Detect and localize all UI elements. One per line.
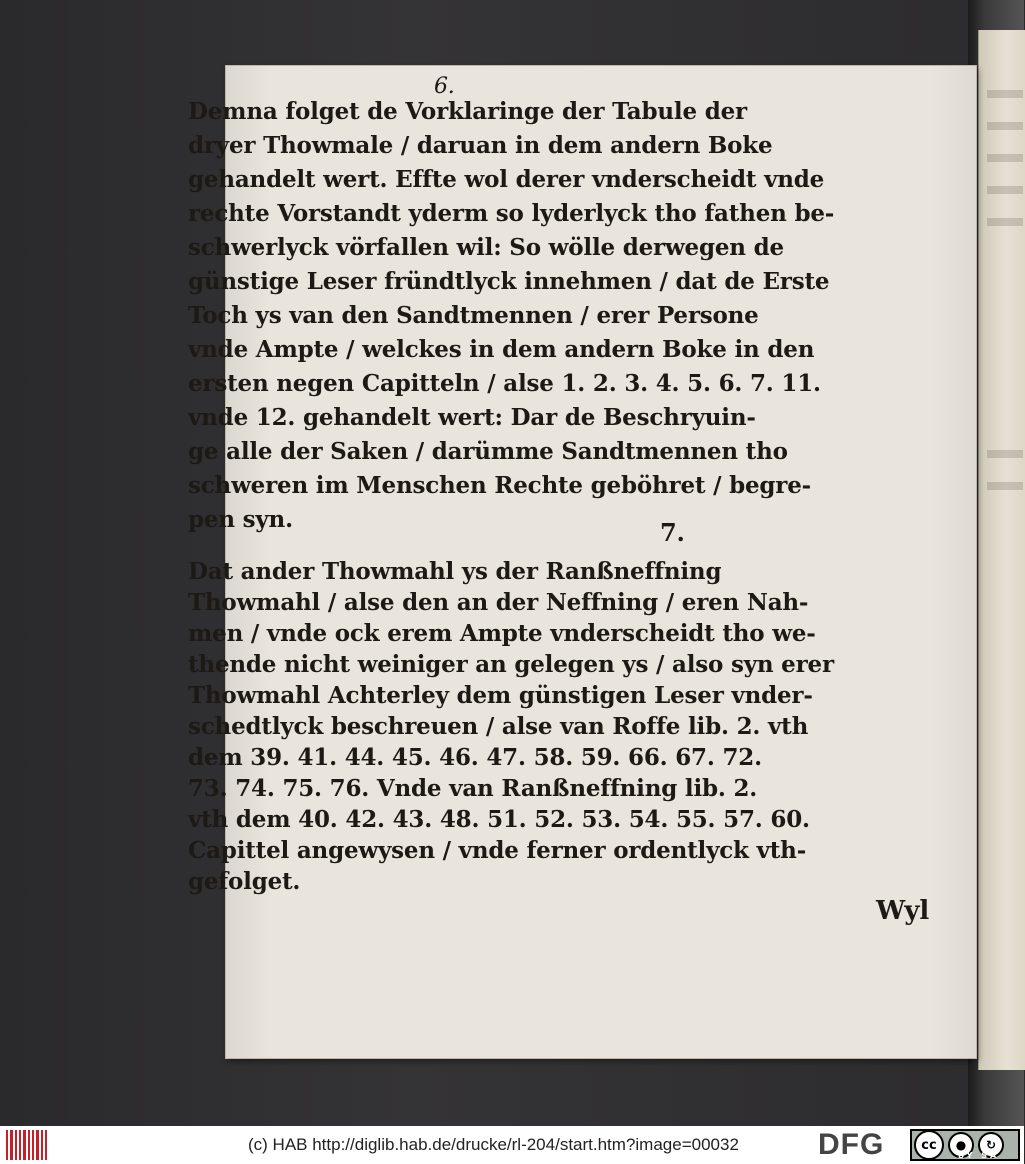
paragraph-1 — [188, 92, 835, 533]
text-line: Demna folget de Vorklaringe der Tabule der — [188, 98, 747, 125]
catchword: Wyl — [876, 896, 930, 926]
text-line: günstige Leser fründtlyck innehmen / dat de Erste — [188, 268, 830, 295]
text-line: ersten negen Capitteln / alse 1. 2. 3. 4. 5. 6. 7. 11. — [188, 370, 821, 397]
text-line: Capittel angewysen / vnde ferner ordentlyck vth- — [188, 837, 807, 864]
text-line: men / vnde ock erem Ampte vnderscheidt tho we- — [188, 620, 816, 647]
text-line: gefolget. — [188, 868, 301, 895]
text-line: schwerlyck vörfallen wil: So wölle derwegen de — [188, 234, 784, 261]
page-number: 6. — [434, 74, 455, 99]
text-line: dryer Thowmale / daruan in dem andern Boke — [188, 132, 773, 159]
text-line: schweren im Menschen Rechte geböhret / begre- — [188, 472, 812, 499]
text-line: vnde 12. gehandelt wert: Dar de Beschryuin- — [188, 404, 756, 431]
text-line: thende nicht weiniger an gelegen ys / also syn erer — [188, 651, 834, 678]
by-icon: ● — [948, 1132, 974, 1158]
cc-icon: cc — [914, 1130, 944, 1160]
text-line: rechte Vorstandt yderm so lyderlyck tho fathen be- — [188, 200, 835, 227]
text-line: schedtlyck beschreuen / alse van Roffe lib. 2. vth — [188, 713, 809, 740]
copyright-link[interactable]: (c) HAB http://diglib.hab.de/drucke/rl-204/start.htm?image=00032 — [248, 1135, 739, 1154]
text-line: Toch ys van den Sandtmennen / erer Persone — [188, 302, 759, 329]
sa-icon: ↻ — [978, 1132, 1004, 1158]
text-line: Thowmahl / alse den an der Neffning / eren Nah- — [188, 589, 809, 616]
section-number: 7. — [660, 518, 685, 547]
footer-bar — [0, 1126, 1024, 1164]
text-line: Thowmahl Achterley dem günstigen Leser vnder- — [188, 682, 813, 709]
text-line: ge alle der Saken / darümme Sandtmennen tho — [188, 438, 788, 465]
text-line: Dat ander Thowmahl ys der Ranßneffning — [188, 558, 722, 585]
paragraph-2 — [188, 552, 834, 912]
text-line: vth dem 40. 42. 43. 48. 51. 52. 53. 54. 55. 57. 60. — [188, 806, 810, 833]
text-line: dem 39. 41. 44. 45. 46. 47. 58. 59. 66. 67. 72. — [188, 744, 762, 771]
text-line: vnde Ampte / welckes in dem andern Boke in den — [188, 336, 815, 363]
text-line: gehandelt wert. Effte wol derer vnderscheidt vnde — [188, 166, 825, 193]
license-label: BY SA — [958, 1151, 1000, 1160]
text-line: 73. 74. 75. 76. Vnde van Ranßneffning lib. 2. — [188, 775, 758, 802]
library-logo-icon[interactable] — [6, 1130, 48, 1160]
adjacent-page-edge — [978, 30, 1025, 1070]
text-line: pen syn. — [188, 506, 293, 533]
dfg-logo[interactable]: DFG — [818, 1128, 885, 1161]
